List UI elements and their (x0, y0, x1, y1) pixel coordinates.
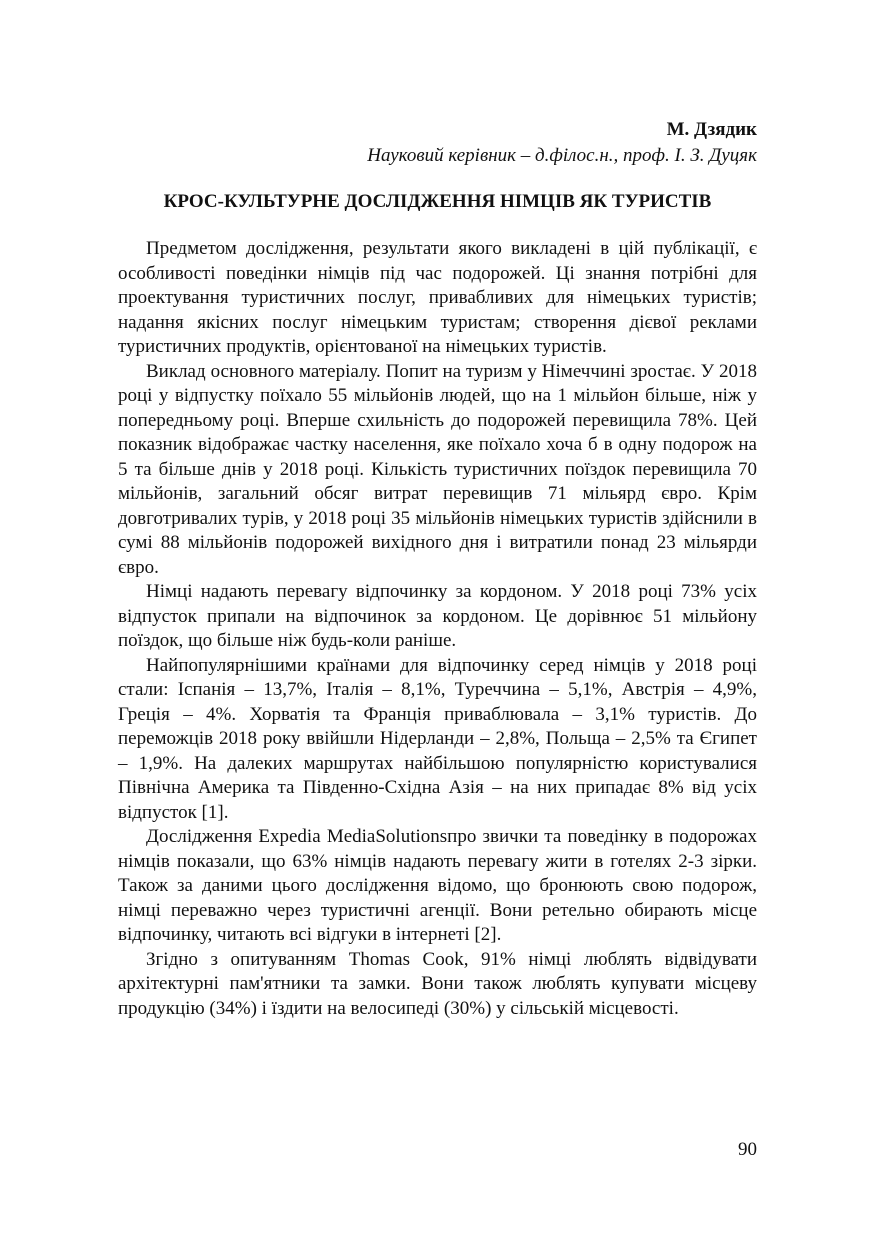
page-number: 90 (738, 1139, 757, 1160)
article-title: КРОС-КУЛЬТУРНЕ ДОСЛІДЖЕННЯ НІМЦІВ ЯК ТУРИСТІВ (163, 191, 712, 212)
author-name: М. Дзядик (666, 119, 757, 140)
paragraph: Згідно з опитуванням Thomas Cook, 91% німці люблять відвідувати архітектурні пам'ятники та замки. Вони також люблять купувати місцеву продукцію (34%) і їздити на велосипеді (30%) у сільській місцевості. (118, 948, 757, 1019)
paragraph: Виклад основного матеріалу. Попит на туризм у Німеччині зростає. У 2018 році у відпустку поїхало 55 мільйонів людей, що на 1 мільйон більше, ніж у попередньому році. Вперше схильність до подорожей перевищила 78%. Цей показник відображає частку населення, яке поїхало хоча б в одну подорож на 5 та більше днів у 2018 році. Кількість туристичних поїздок перевищила 70 мільйонів, загальний обсяг витрат перевищив 71 мільярд євро. Крім довготривалих турів, у 2018 році 35 мільйонів німецьких туристів здійснили в сумі 88 мільйонів подорожей вихідного дня і витратили понад 23 мільярди євро. (118, 360, 757, 578)
supervisor-line: Науковий керівник – д.філос.н., проф. І. З. Дуцяк (367, 145, 757, 166)
paragraph: Предметом дослідження, результати якого викладені в цій публікації, є особливості поведінки німців під час подорожей. Ці знання потрібні для проектування туристичних послуг, привабливих для німецьких туристів; надання якісних послуг німецьким туристам; створення дієвої реклами туристичних продуктів, орієнтованої на німецьких туристів. (118, 238, 757, 357)
article-body (118, 237, 757, 1021)
paragraph: Найпопулярнішими країнами для відпочинку серед німців у 2018 році стали: Іспанія – 13,7%, Італія – 8,1%, Туреччина – 5,1%, Австрія – 4,9%, Греція – 4%. Хорватія та Франція приваблювала – 3,1% туристів. До переможців 2018 року ввійшли Нідерланди – 2,8%, Польща – 2,5% та Єгипет – 1,9%. На далеких маршрутах найбільшою популярністю користувалися Північна Америка та Південно-Східна Азія – на них припадає 8% від усіх відпусток [1]. (118, 654, 757, 823)
paragraph: Дослідження Expedia MediaSolutionsпро звички та поведінку в подорожах німців показали, що 63% німців надають перевагу жити в готелях 2-3 зірки. Також за даними цього дослідження відомо, що бронюють свою подорож, німці переважно через туристичні агенції. Вони ретельно обирають місце відпочинку, читають всі відгуки в інтернеті [2]. (118, 826, 757, 945)
paragraph: Німці надають перевагу відпочинку за кордоном. У 2018 році 73% усіх відпусток припали на відпочинок за кордоном. Це дорівнює 51 мільйону поїздок, що більше ніж будь-коли раніше. (118, 581, 757, 651)
